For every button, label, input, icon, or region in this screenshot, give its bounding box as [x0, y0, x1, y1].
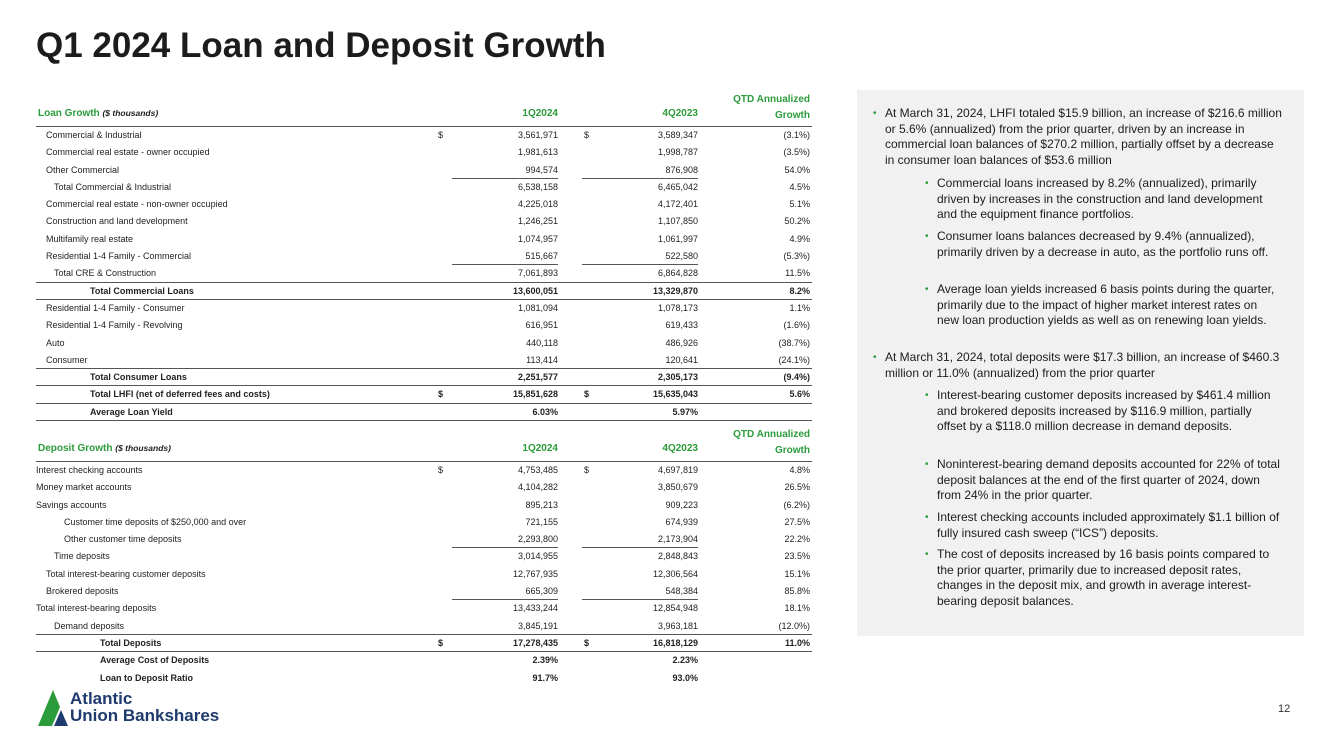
deposit-value-1q2024: 4,753,485 [517, 465, 558, 475]
loan-value-1q2024: 15,851,628 [512, 389, 558, 400]
currency-symbol: $ [438, 130, 444, 140]
deposit-row-label: Interest checking accounts [36, 465, 143, 475]
loan-growth-value: (1.6%) [783, 320, 810, 331]
bullet-noninterest-deposits: • Noninterest-bearing demand deposits accounted for 22% of total deposit balances at the end of the first quarter of 2024, down from 24% in the prior quarter. [925, 457, 1280, 503]
commentary-panel [857, 90, 1304, 636]
deposit-value-1q2024: 3,014,955 [517, 551, 558, 562]
deposit-row [36, 514, 812, 531]
loan-growth-value: 54.0% [784, 164, 810, 175]
deposit-value-1q2024: 2.39% [532, 655, 558, 666]
deposit-value-4q2023: 4,697,819 [657, 465, 698, 475]
loan-value-4q2023: 15,635,043 [652, 389, 698, 400]
deposit-growth-value: 4.8% [789, 465, 810, 475]
deposit-value-1q2024: 17,278,435 [512, 637, 558, 648]
loan-value-4q2023: 13,329,870 [652, 285, 698, 296]
deposit-row [36, 462, 812, 479]
bullet-icon: • [925, 549, 929, 560]
deposit-value-1q2024: 12,767,935 [512, 568, 558, 579]
loan-table-body [36, 126, 812, 421]
loan-value-1q2024: 6,538,158 [517, 181, 558, 192]
currency-symbol: $ [584, 637, 590, 648]
loan-row-label: Other Commercial [46, 164, 120, 175]
deposit-value-1q2024: 4,104,282 [517, 482, 558, 493]
deposit-growth-value: (12.0%) [778, 620, 810, 631]
loan-row-label: Total Consumer Loans [90, 372, 187, 383]
loan-row [36, 352, 812, 369]
loan-value-1q2024: 1,246,251 [517, 216, 558, 227]
currency-symbol: $ [584, 130, 590, 140]
bullet-icon: • [925, 284, 929, 295]
currency-symbol: $ [584, 389, 590, 400]
loan-value-4q2023: 876,908 [665, 164, 698, 175]
company-logo [38, 690, 278, 730]
loan-growth-value: (24.1%) [778, 354, 810, 365]
loan-row [36, 335, 812, 352]
deposit-row [36, 618, 812, 635]
loan-row [36, 213, 812, 230]
loan-value-4q2023: 486,926 [665, 337, 698, 348]
loan-value-4q2023: 120,641 [665, 354, 698, 365]
loan-value-4q2023: 1,998,787 [657, 147, 698, 158]
loan-row-label: Commercial & Industrial [46, 130, 142, 140]
loan-value-1q2024: 13,600,051 [512, 285, 558, 296]
deposit-row-label: Money market accounts [36, 482, 132, 493]
loan-row [36, 144, 812, 161]
bullet-loan-yields: • Average loan yields increased 6 basis points during the quarter, primarily due to the impact of higher market interest rates on new loan production yields as well as on renewing loan yields. [925, 282, 1275, 328]
deposit-growth-value: 27.5% [784, 516, 810, 527]
loan-growth-value: 5.6% [789, 389, 810, 400]
loan-row [36, 386, 812, 403]
bullet-icon: • [925, 459, 929, 470]
bullet-icon: • [925, 178, 929, 189]
loan-row-label: Multifamily real estate [46, 233, 134, 244]
loan-row [36, 317, 812, 334]
deposit-value-1q2024: 665,309 [525, 586, 558, 597]
loan-value-4q2023: 4,172,401 [657, 199, 698, 210]
loan-value-4q2023: 2,305,173 [657, 372, 698, 383]
loan-row [36, 369, 812, 386]
deposit-row-label: Savings accounts [36, 499, 107, 510]
loan-row-label: Commercial real estate - owner occupied [46, 147, 210, 158]
loan-value-4q2023: 522,580 [665, 251, 698, 262]
loan-growth-value: 1.1% [789, 302, 810, 313]
loan-value-4q2023: 1,107,850 [657, 216, 698, 227]
loan-row-label: Consumer [46, 354, 88, 365]
bullet-icon: • [873, 352, 877, 363]
bullet-deposits-summary: • At March 31, 2024, total deposits were $17.3 billion, an increase of $460.3 million or 11.0% (annualized) from the prior quarter [873, 350, 1280, 380]
deposit-row [36, 548, 812, 565]
loan-row-label: Commercial real estate - non-owner occupied [46, 199, 228, 210]
loan-table-title: Loan Growth ($ thousands) [38, 108, 159, 119]
deposit-row [36, 531, 812, 548]
bullet-interest-bearing-deposits: • Interest-bearing customer deposits increased by $461.4 million and brokered deposits increased by $116.9 million, partially offset by a $118.0 million decrease in demand deposits. [925, 388, 1271, 434]
deposit-table-header [36, 425, 812, 461]
deposit-row-label: Other customer time deposits [64, 534, 182, 545]
loan-growth-value: (3.5%) [783, 147, 810, 158]
loan-value-4q2023: 1,078,173 [657, 302, 698, 313]
loan-value-1q2024: 6.03% [532, 406, 558, 417]
loan-row-label: Total Commercial Loans [90, 285, 194, 296]
deposit-table-title: Deposit Growth ($ thousands) [38, 443, 171, 454]
deposit-value-4q2023: 548,384 [665, 586, 698, 597]
loan-value-1q2024: 616,951 [525, 320, 558, 331]
loan-value-4q2023: 1,061,997 [657, 233, 698, 244]
loan-row [36, 265, 812, 282]
loan-row-label: Total Commercial & Industrial [54, 181, 172, 192]
loan-growth-value: 8.2% [789, 285, 810, 296]
loan-col-1q2024: 1Q2024 [522, 108, 558, 119]
deposit-row-label: Customer time deposits of $250,000 and over [64, 516, 247, 527]
deposit-value-4q2023: 674,939 [665, 516, 698, 527]
loan-growth-value: (9.4%) [783, 372, 810, 383]
loan-row [36, 231, 812, 248]
deposit-value-4q2023: 909,223 [665, 499, 698, 510]
deposit-value-4q2023: 12,306,564 [652, 568, 698, 579]
loan-value-4q2023: 5.97% [672, 406, 698, 417]
loan-row [36, 127, 812, 144]
deposit-value-4q2023: 2,173,904 [657, 534, 698, 545]
loan-row-label: Total LHFI (net of deferred fees and costs) [90, 389, 270, 400]
page-number: 12 [1278, 703, 1291, 715]
deposit-value-1q2024: 2,293,800 [517, 534, 558, 545]
deposit-col-4q2023: 4Q2023 [662, 443, 698, 454]
loan-col-4q2023: 4Q2023 [662, 108, 698, 119]
currency-symbol: $ [438, 465, 444, 475]
loan-table-header [36, 90, 812, 126]
deposit-value-1q2024: 895,213 [525, 499, 558, 510]
logo-wordmark: Atlantic Union Bankshares [70, 689, 220, 725]
loan-growth-value: 4.5% [789, 181, 810, 192]
deposit-row-label: Time deposits [54, 551, 110, 562]
loan-row [36, 404, 812, 421]
loan-growth-table [36, 90, 812, 421]
loan-row [36, 179, 812, 196]
currency-symbol: $ [438, 389, 444, 400]
loan-value-4q2023: 3,589,347 [657, 130, 698, 140]
loan-value-1q2024: 113,414 [526, 354, 558, 365]
deposit-row-label: Demand deposits [54, 620, 125, 631]
loan-row-label: Residential 1-4 Family - Revolving [46, 320, 183, 331]
loan-row [36, 196, 812, 213]
deposit-growth-table [36, 425, 812, 687]
loan-row-label: Residential 1-4 Family - Commercial [46, 251, 192, 262]
deposit-row [36, 600, 812, 617]
bullet-icon: • [925, 512, 929, 523]
loan-value-1q2024: 1,081,094 [517, 302, 558, 313]
deposit-growth-value: 18.1% [784, 603, 810, 614]
deposit-growth-value: 85.8% [784, 586, 810, 597]
loan-value-1q2024: 1,981,613 [517, 147, 558, 158]
currency-symbol: $ [584, 465, 590, 475]
deposit-row [36, 479, 812, 496]
loan-growth-value: 50.2% [784, 216, 810, 227]
loan-row [36, 162, 812, 179]
deposit-growth-value: (6.2%) [783, 499, 810, 510]
deposit-row-label: Total Deposits [100, 637, 162, 648]
loan-value-1q2024: 3,561,971 [517, 130, 558, 140]
deposit-value-4q2023: 3,850,679 [657, 482, 698, 493]
loan-growth-value: (3.1%) [783, 130, 810, 140]
deposit-row-label: Brokered deposits [46, 586, 119, 597]
mountain-logo-icon [38, 690, 68, 726]
deposit-value-4q2023: 2.23% [672, 655, 698, 666]
deposit-growth-value: 15.1% [784, 568, 810, 579]
loan-value-1q2024: 4,225,018 [517, 199, 558, 210]
deposit-value-1q2024: 91.7% [532, 672, 558, 683]
loan-row-label: Residential 1-4 Family - Consumer [46, 302, 185, 313]
loan-value-1q2024: 2,251,577 [517, 372, 558, 383]
loan-row-label: Construction and land development [46, 216, 188, 227]
loan-value-1q2024: 994,574 [525, 164, 558, 175]
currency-symbol: $ [438, 637, 444, 648]
loan-value-4q2023: 6,864,828 [657, 268, 698, 279]
deposit-value-1q2024: 721,155 [525, 516, 558, 527]
deposit-value-4q2023: 3,963,181 [657, 620, 698, 631]
loan-row [36, 248, 812, 265]
deposit-growth-value: 22.2% [784, 534, 810, 545]
bullet-icon: • [925, 390, 929, 401]
deposit-row [36, 670, 812, 687]
deposit-growth-value: 26.5% [784, 482, 810, 493]
page-title: Q1 2024 Loan and Deposit Growth [36, 26, 606, 65]
loan-growth-value: 4.9% [789, 233, 810, 244]
loan-growth-value: 11.5% [785, 268, 810, 279]
loan-row-label: Average Loan Yield [90, 406, 173, 417]
loan-row [36, 283, 812, 300]
loan-row [36, 300, 812, 317]
loan-value-1q2024: 440,118 [526, 337, 558, 348]
loan-value-4q2023: 6,465,042 [657, 181, 698, 192]
deposit-col-growth: QTD Annualized Growth [733, 429, 810, 456]
loan-row-label: Auto [46, 337, 65, 348]
loan-growth-value: 5.1% [789, 199, 810, 210]
deposit-value-1q2024: 3,845,191 [517, 620, 558, 631]
loan-growth-value: (5.3%) [783, 251, 810, 262]
row-divider [36, 420, 812, 421]
bullet-ics-deposits: • Interest checking accounts included approximately $1.1 billion of fully insured cash sweep (“ICS”) deposits. [925, 510, 1280, 540]
deposit-value-4q2023: 2,848,843 [657, 551, 698, 562]
deposit-row [36, 652, 812, 669]
deposit-row-label: Average Cost of Deposits [100, 655, 210, 666]
deposit-row [36, 583, 812, 600]
deposit-row-label: Total interest-bearing customer deposits [46, 568, 206, 579]
deposit-value-4q2023: 12,854,948 [652, 603, 698, 614]
deposit-row-label: Total interest-bearing deposits [36, 603, 157, 614]
bullet-loans-summary: • At March 31, 2024, LHFI totaled $15.9 billion, an increase of $216.6 million or 5.6% (annualized) from the prior quarter, driven by an increase in commercial loan balances of $270.2 million, partially offset by a decrease in consumer loan balances of $53.6 million [873, 106, 1282, 167]
deposit-growth-value: 11.0% [784, 637, 810, 648]
loan-col-growth: QTD Annualized Growth [733, 94, 810, 121]
bullet-icon: • [873, 108, 877, 119]
deposit-row [36, 497, 812, 514]
loan-value-1q2024: 1,074,957 [517, 233, 558, 244]
bullet-consumer-loans: • Consumer loans balances decreased by 9.4% (annualized), primarily driven by a decrease in auto, as the portfolio runs off. [925, 229, 1269, 259]
loan-row-label: Total CRE & Construction [54, 268, 157, 279]
deposit-row-label: Loan to Deposit Ratio [100, 672, 193, 683]
deposit-growth-value: 23.5% [784, 551, 810, 562]
deposit-table-body [36, 461, 812, 687]
bullet-commercial-loans: • Commercial loans increased by 8.2% (annualized), primarily driven by increases in the construction and land development and the equipment finance portfolios. [925, 176, 1263, 222]
deposit-row [36, 635, 812, 652]
loan-value-4q2023: 619,433 [665, 320, 698, 331]
bullet-cost-of-deposits: • The cost of deposits increased by 16 basis points compared to the prior quarter, primarily due to increased deposit rates, changes in the deposit mix, and growth in average interest-bearing deposit balances. [925, 547, 1270, 608]
loan-value-1q2024: 7,061,893 [517, 268, 558, 279]
deposit-col-1q2024: 1Q2024 [522, 443, 558, 454]
loan-value-1q2024: 515,667 [525, 251, 558, 262]
deposit-value-4q2023: 16,818,129 [652, 637, 698, 648]
bullet-icon: • [925, 231, 929, 242]
loan-growth-value: (38.7%) [778, 337, 810, 348]
deposit-value-1q2024: 13,433,244 [512, 603, 558, 614]
deposit-row [36, 566, 812, 583]
deposit-value-4q2023: 93.0% [672, 672, 698, 683]
